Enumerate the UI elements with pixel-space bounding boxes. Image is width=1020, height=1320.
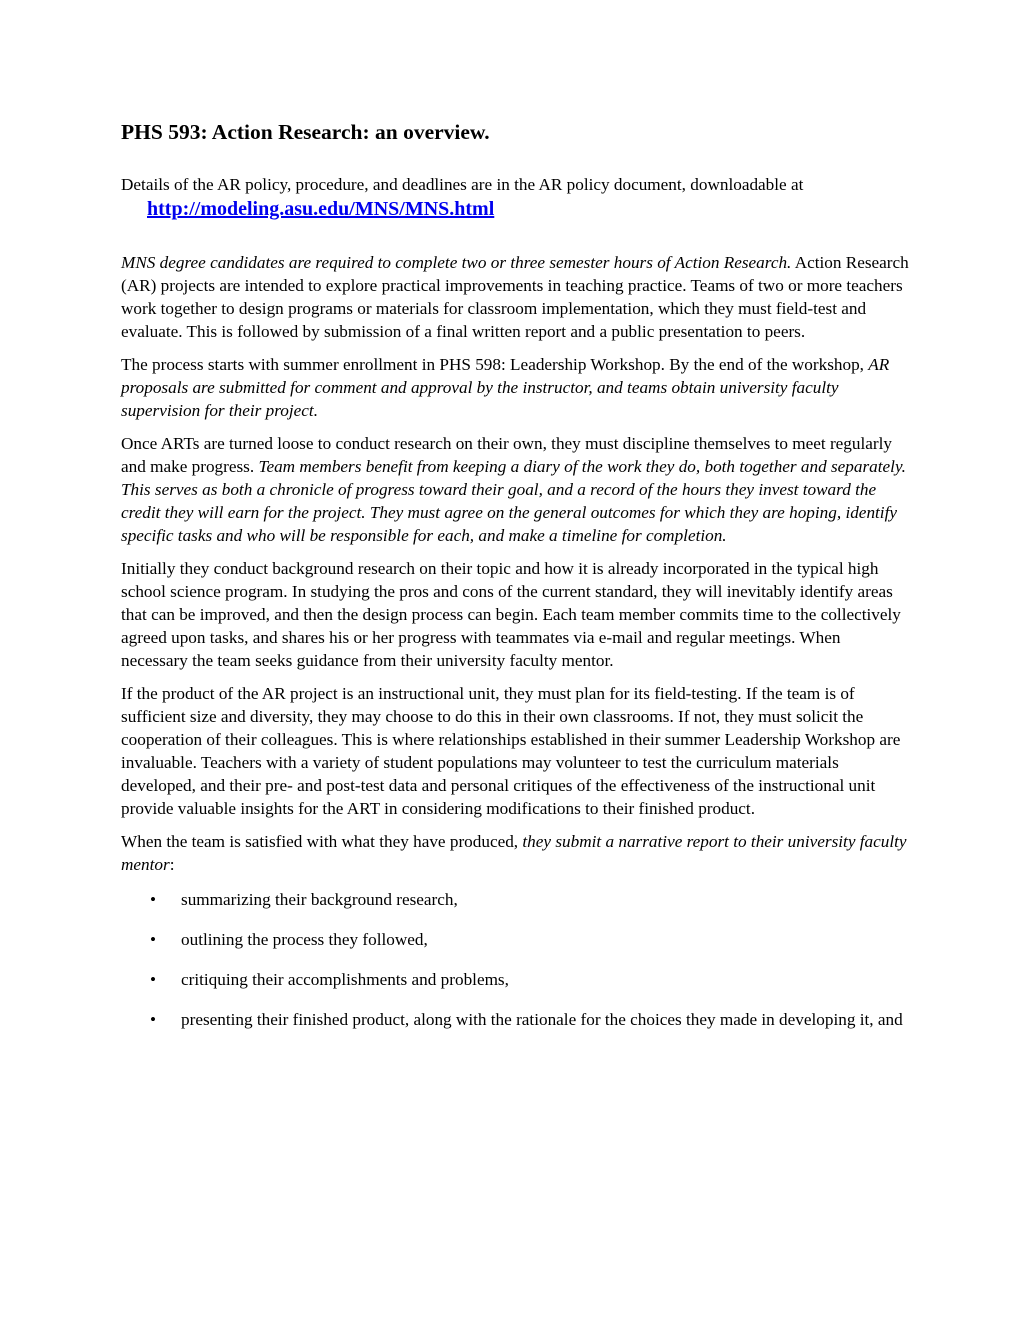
- bullet-icon: •: [150, 890, 157, 909]
- paragraph-report: [121, 830, 911, 876]
- list-item-text: critiquing their accomplishments and problems,: [181, 970, 509, 989]
- process-start-italic: AR proposals are submitted for comment and approval by the instructor, and teams obtain university faculty supervision for their project.: [121, 355, 890, 420]
- report-text: When the team is satisfied with what they have produced,: [121, 832, 523, 851]
- process-start-text: The process starts with summer enrollment in PHS 598: Leadership Workshop. By the end of the workshop,: [121, 355, 869, 374]
- report-italic: they submit a narrative report to their university faculty mentor: [121, 832, 907, 874]
- list-item-text: summarizing their background research,: [181, 890, 458, 909]
- paragraph-discipline: [121, 432, 911, 547]
- list-item: [150, 928, 911, 951]
- list-item: [150, 1008, 911, 1031]
- requirements-text: Action Research (AR) projects are intended to explore practical improvements in teaching practice. Teams of two or more teachers work together to design programs or materials for classroom implementation, which they must field-test and evaluate. This is followed by submission of a final written report and a public presentation to peers.: [121, 253, 909, 341]
- requirements-italic: MNS degree candidates are required to complete two or three semester hours of Action Research.: [121, 253, 792, 272]
- paragraph-background-research: Initially they conduct background research on their topic and how it is already incorporated in the typical high school science program. In studying the pros and cons of the current standard, they will inevitably identify areas that can be improved, and then the design process can begin. Each team member commits time to the collectively agreed upon tasks, and shares his or her progress with teammates via e-mail and regular meetings. When necessary the team seeks guidance from their university faculty mentor.: [121, 559, 901, 670]
- list-item: [150, 968, 911, 991]
- bullet-icon: •: [150, 970, 157, 989]
- discipline-italic: Team members benefit from keeping a diary of the work they do, both together and separately. This serves as both a chronicle of progress toward their goal, and a record of the hours they invest toward the credit they will earn for the project. They must agree on the general outcomes for which they are hoping, identify specific tasks and who will be responsible for each, and make a timeline for completion.: [121, 457, 906, 545]
- document-page: [121, 118, 911, 1048]
- report-tail: :: [169, 855, 175, 874]
- bullet-icon: •: [150, 1010, 157, 1029]
- mns-link[interactable]: http://modeling.asu.edu/MNS/MNS.html: [147, 198, 495, 220]
- discipline-text: Once ARTs are turned loose to conduct research on their own, they must discipline themselves to meet regularly and make progress.: [121, 434, 892, 476]
- paragraph-field-testing: If the product of the AR project is an instructional unit, they must plan for its field-testing. If the team is of sufficient size and diversity, they may choose to do this in their own classrooms. If not, they must solicit the cooperation of their colleagues. This is where relationships established in their summer Leadership Workshop are invaluable. Teachers with a variety of student populations may volunteer to test the curriculum materials developed, and their pre- and post-test data and personal critiques of the effectiveness of the instructional unit provide valuable insights for the ART in considering modifications to their finished product.: [121, 684, 901, 818]
- paragraph-requirements: [121, 251, 911, 343]
- page-title: PHS 593: Action Research: an overview.: [121, 120, 490, 144]
- intro-text: Details of the AR policy, procedure, and deadlines are in the AR policy document, downloadable at: [121, 175, 804, 194]
- paragraph-process-start: [121, 353, 911, 422]
- list-item-text: presenting their finished product, along with the rationale for the choices they made in developing it, and: [181, 1010, 903, 1029]
- intro-paragraph: [121, 173, 911, 222]
- bullet-icon: •: [150, 930, 157, 949]
- report-bullet-list: [121, 888, 911, 1031]
- list-item: [150, 888, 911, 911]
- list-item-text: outlining the process they followed,: [181, 930, 428, 949]
